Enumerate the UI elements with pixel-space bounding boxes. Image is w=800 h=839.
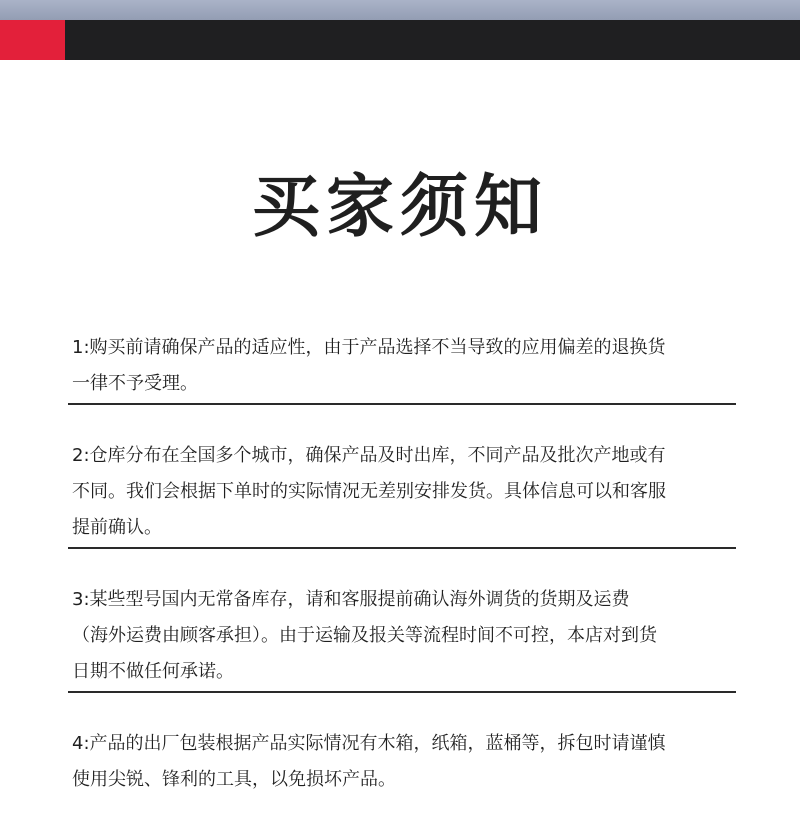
notice-divider — [68, 691, 736, 693]
notice-text: 3:某些型号国内无常备库存，请和客服提前确认海外调货的货期及运费 （海外运费由顾客承担）。由于运输及报关等流程时间不可控，本店对到货 日期不做任何承诺。 — [72, 589, 657, 682]
notice-item-2 — [68, 438, 736, 549]
notice-text: 2:仓库分布在全国多个城市，确保产品及时出库，不同产品及批次产地或有 不同。我们会根据下单时的实际情况无差别安排发货。具体信息可以和客服 提前确认。 — [72, 445, 666, 538]
top-gradient-strip — [0, 0, 800, 20]
header-accent-block — [0, 20, 65, 60]
page-title: 买家须知 — [251, 168, 548, 247]
notice-divider — [68, 403, 736, 405]
notice-item-4 — [68, 726, 736, 798]
notice-text: 4:产品的出厂包装根据产品实际情况有木箱，纸箱，蓝桶等，拆包时请谨慎 使用尖锐、锋利的工具，以免损坏产品。 — [72, 733, 666, 790]
notice-item-1 — [68, 330, 736, 405]
notice-item-3 — [68, 582, 736, 693]
notice-divider — [68, 547, 736, 549]
notice-text: 1:购买前请确保产品的适应性，由于产品选择不当导致的应用偏差的退换货 一律不予受理。 — [72, 337, 666, 394]
header-bar — [0, 20, 800, 60]
